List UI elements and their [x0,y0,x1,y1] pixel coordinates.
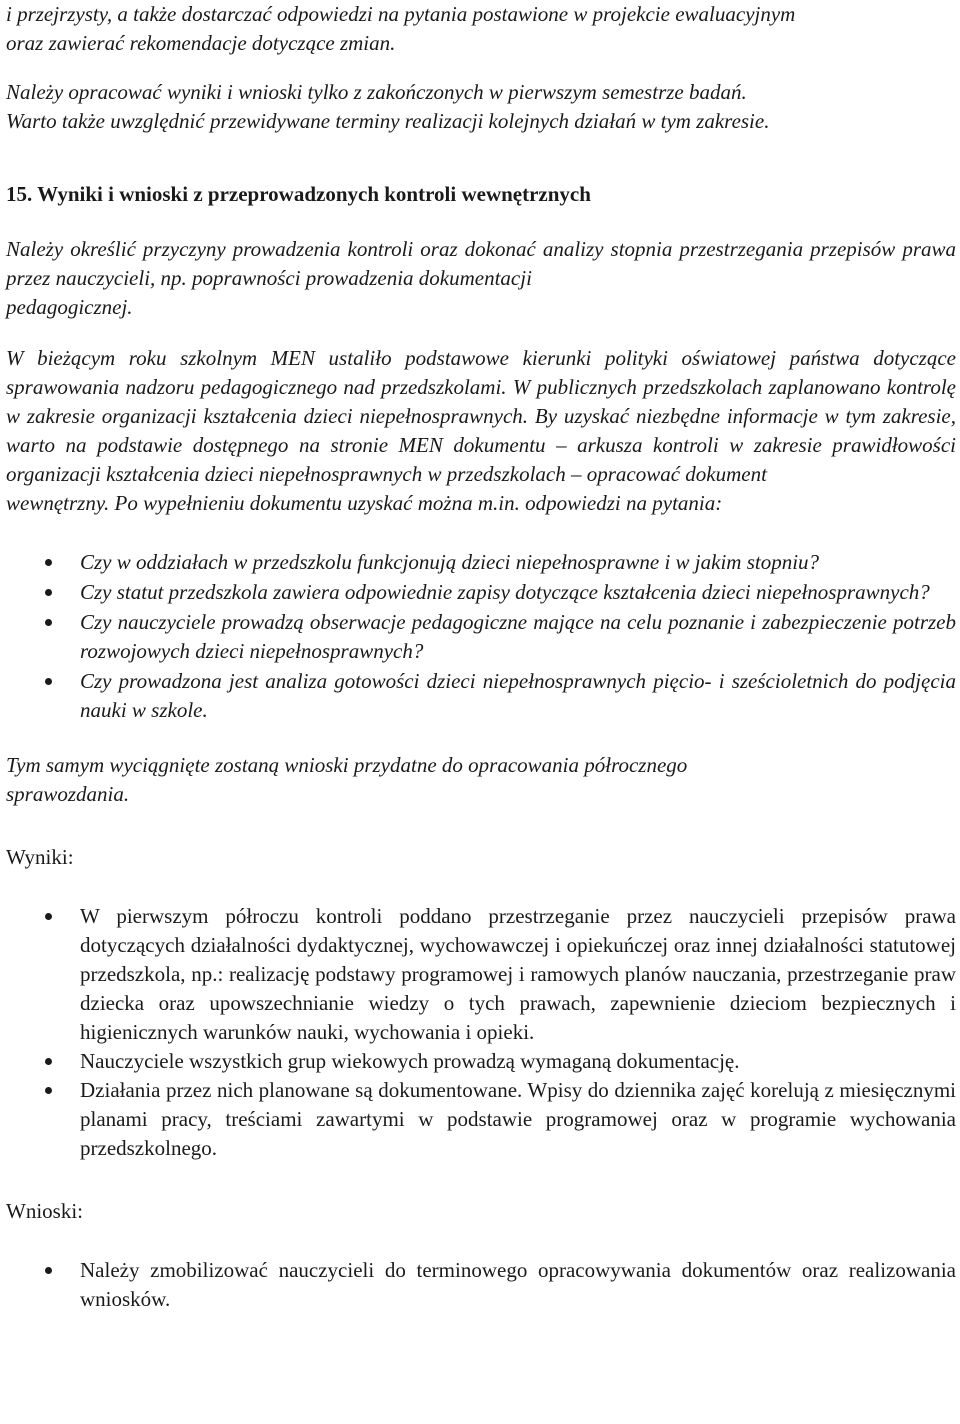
section-paragraph-2 [6,344,956,489]
intro-para2-line2: Warto także uwzględnić przewidywane terminy realizacji kolejnych działań w tym zakresie. [6,109,770,133]
list-item: Czy statut przedszkola zawiera odpowiednie zapisy dotyczące kształcenia dzieci niepełnosprawnych? [6,578,956,607]
results-heading: Wyniki: [6,845,74,869]
list-item: Nauczyciele wszystkich grup wiekowych prowadzą wymaganą dokumentację. [6,1047,956,1076]
list-item: Działania przez nich planowane są dokumentowane. Wpisy do dziennika zajęć korelują z miesięcznymi planami pracy, treściami zawartymi w podstawie programowej oraz w programie wychowania przedszkolnego. [6,1076,956,1163]
intro-paragraph-2 [6,78,956,136]
list-item: Czy w oddziałach w przedszkolu funkcjonują dzieci niepełnosprawne i w jakim stopniu? [6,548,956,577]
results-list [6,902,956,1163]
section-para2-main: W bieżącym roku szkolnym MEN ustaliło podstawowe kierunki polityki oświatowej państwa dotyczące sprawowania nadzoru pedagogicznego nad przedszkolami. W publicznych przedszkolach zaplanowano kontrolę w zakresie organizacji kształcenia dzieci niepełnosprawnych. By uzyskać niezbędne informacje w tym zakresie, warto na podstawie dostępnego na stronie MEN dokumentu – arkusza kontroli w zakresie prawidłowości organizacji kształcenia dzieci niepełnosprawnych w przedszkolach – opracować dokument [6,346,956,486]
conclusions-list [6,1256,956,1314]
list-item: Czy prowadzona jest analiza gotowości dzieci niepełnosprawnych pięcio- i sześcioletnich do podjęcia nauki w szkole. [6,667,956,725]
summary-paragraph: Tym samym wyciągnięte zostaną wnioski przydatne do opracowania półrocznego [6,753,688,777]
list-item: W pierwszym półroczu kontroli poddano przestrzeganie przez nauczycieli przepisów prawa dotyczących działalności dydaktycznej, wychowawczej i opiekuńczej oraz innej działalności statutowej przedszkola, np.: realizację podstawy programowej i ramowych planów nauczania, przestrzeganie praw dziecka oraz upowszechnianie wiedzy o tych prawach, zapewnienie dzieciom bezpiecznych i higienicznych warunków nauki, wychowania i opieki. [6,902,956,1047]
conclusions-heading: Wnioski: [6,1199,83,1223]
section-paragraph-1-tail: pedagogicznej. [6,295,133,319]
intro-paragraph-1 [6,0,956,58]
section-paragraph-1 [6,235,956,293]
intro-para1-line2: oraz zawierać rekomendacje dotyczące zmian. [6,31,396,55]
section-para1-main: Należy określić przyczyny prowadzenia kontroli oraz dokonać analizy stopnia przestrzegania przepisów prawa przez nauczycieli, np. poprawności prowadzenia dokumentacji [6,237,956,290]
intro-para2-line1: Należy opracować wyniki i wnioski tylko z zakończonych w pierwszym semestrze badań. [6,80,747,104]
intro-para1-line1: i przejrzysty, a także dostarczać odpowiedzi na pytania postawione w projekcie ewaluacyjnym [6,2,796,26]
list-item: Czy nauczyciele prowadzą obserwacje pedagogiczne mające na celu poznanie i zabezpieczenie potrzeb rozwojowych dzieci niepełnosprawnych? [6,608,956,666]
list-item: Należy zmobilizować nauczycieli do terminowego opracowywania dokumentów oraz realizowania wniosków. [6,1256,956,1314]
summary-paragraph-tail: sprawozdania. [6,782,130,806]
section-paragraph-2-tail: wewnętrzny. Po wypełnieniu dokumentu uzyskać można m.in. odpowiedzi na pytania: [6,491,723,515]
questions-list [6,548,956,725]
section-heading: 15. Wyniki i wnioski z przeprowadzonych kontroli wewnętrznych [6,182,591,206]
